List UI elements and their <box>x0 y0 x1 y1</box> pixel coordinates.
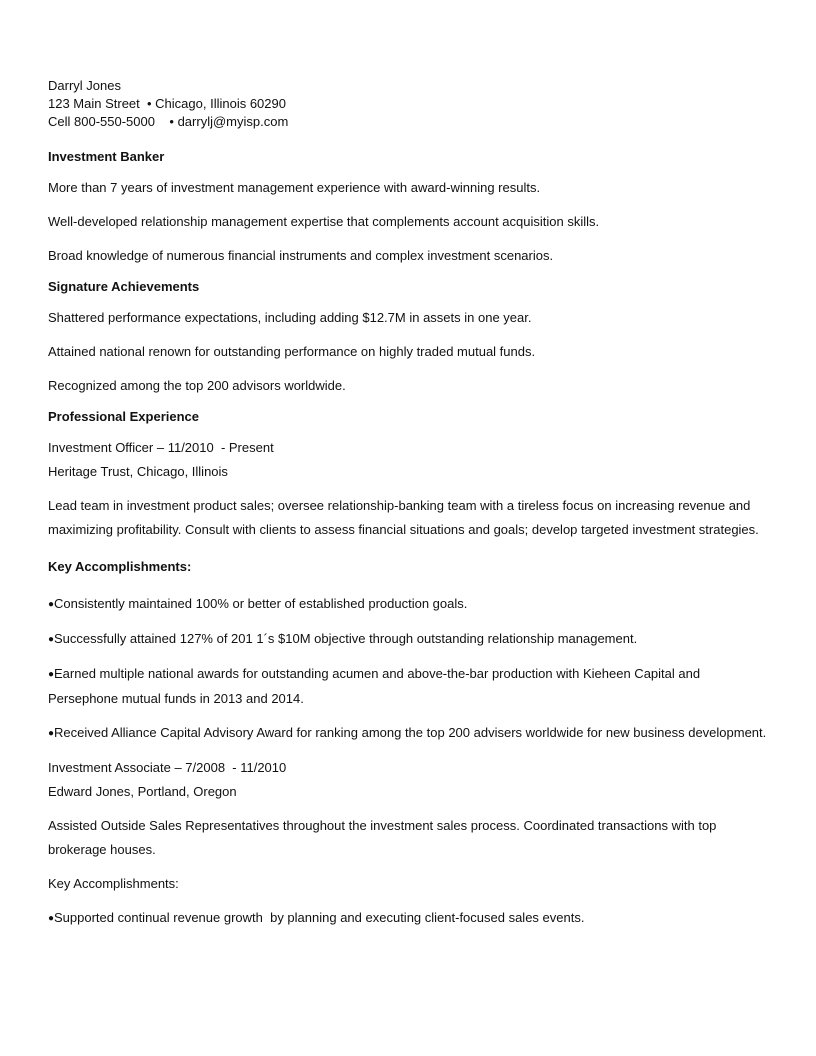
achievement-item-3: Recognized among the top 200 advisors worldwide. <box>48 378 346 393</box>
job-role: Investment Associate – 7/2008 - 11/2010 <box>48 760 287 775</box>
key-accomplishments-label: Key Accomplishments: <box>48 876 179 891</box>
bullet-icon: ● <box>48 669 55 680</box>
accomplishment-text: Received Alliance Capital Advisory Award for ranking among the top 200 advisers worldwide for new business development. <box>54 725 767 740</box>
achievement-item-2: Attained national renown for outstanding performance on highly traded mutual funds. <box>48 344 536 359</box>
accomplishment-item <box>48 627 772 652</box>
job-company: Edward Jones, Portland, Oregon <box>48 784 237 799</box>
accomplishment-text: Supported continual revenue growth by planning and executing client-focused sales events. <box>54 910 585 925</box>
job-description: Assisted Outside Sales Representatives throughout the investment sales process. Coordinated transactions with top brokerage houses. <box>48 818 717 857</box>
bullet-icon: ● <box>48 913 55 924</box>
experience-title: Professional Experience <box>48 409 200 424</box>
bullet-icon: ● <box>48 728 55 739</box>
accomplishment-item <box>48 721 772 746</box>
accomplishment-text: Consistently maintained 100% or better of established production goals. <box>54 596 468 611</box>
contact-name: Darryl Jones <box>48 78 121 93</box>
contact-block <box>48 77 772 131</box>
accomplishment-item <box>48 906 772 931</box>
resume-page <box>48 77 772 931</box>
accomplishment-item <box>48 592 772 617</box>
bullet-icon: ● <box>48 634 55 645</box>
contact-address: 123 Main Street • Chicago, Illinois 60290 <box>48 96 286 111</box>
job-role: Investment Officer – 11/2010 - Present <box>48 440 274 455</box>
accomplishment-item <box>48 662 772 711</box>
summary-line-1: More than 7 years of investment management experience with award-winning results. <box>48 180 541 195</box>
job-entry <box>48 756 772 931</box>
accomplishment-text: Earned multiple national awards for outstanding acumen and above-the-bar production with Kieheen Capital and Persephone mutual funds in 2013 and 2014. <box>48 666 701 706</box>
job-entry <box>48 436 772 746</box>
summary-line-3: Broad knowledge of numerous financial instruments and complex investment scenarios. <box>48 248 554 263</box>
summary-line-2: Well-developed relationship management expertise that complements account acquisition skills. <box>48 214 600 229</box>
headline-title: Investment Banker <box>48 149 165 164</box>
headline-section <box>48 148 772 268</box>
bullet-icon: ● <box>48 599 55 610</box>
job-description: Lead team in investment product sales; oversee relationship-banking team with a tireless focus on increasing revenue and maximizing profitability. Consult with clients to assess financial situations and goals; develop targeted investment strategies. <box>48 498 759 537</box>
experience-section <box>48 408 772 931</box>
achievements-section <box>48 278 772 398</box>
achievements-title: Signature Achievements <box>48 279 200 294</box>
accomplishment-text: Successfully attained 127% of 201 1´s $10M objective through outstanding relationship management. <box>54 631 638 646</box>
achievement-item-1: Shattered performance expectations, including adding $12.7M in assets in one year. <box>48 310 532 325</box>
key-accomplishments-title: Key Accomplishments: <box>48 559 192 574</box>
job-company: Heritage Trust, Chicago, Illinois <box>48 464 228 479</box>
contact-phone-email: Cell 800-550-5000 • darrylj@myisp.com <box>48 114 289 129</box>
